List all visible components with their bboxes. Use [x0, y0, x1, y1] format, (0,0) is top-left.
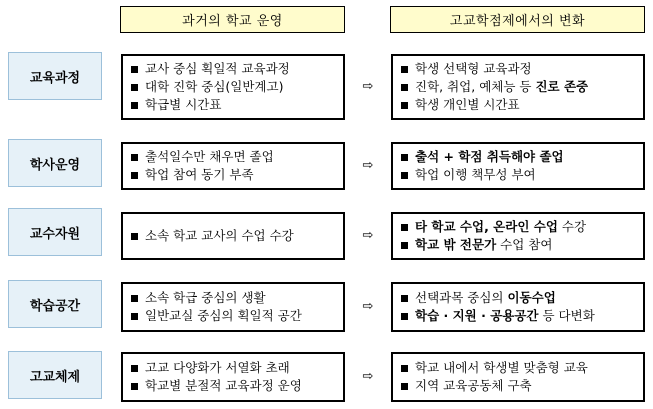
arrow-right-icon: ⇨ [362, 79, 374, 94]
emphasis-text: 학습 · 지원 · 공용공간 [415, 308, 539, 323]
bullet-icon [401, 84, 408, 91]
bullet-icon [401, 383, 408, 390]
category-label: 학습공간 [8, 280, 102, 328]
past-item-text: 학교별 분절적 교육과정 운영 [145, 378, 302, 393]
bullet-icon [131, 66, 138, 73]
bullet-icon [131, 383, 138, 390]
past-item [131, 227, 337, 245]
past-item-text: 학급별 시간표 [145, 97, 222, 112]
bullet-icon [131, 172, 138, 179]
emphasis-text: 학교 밖 전문가 [415, 237, 497, 252]
change-item [401, 307, 637, 325]
change-item-text [415, 96, 520, 114]
header-past: 과거의 학교 운영 [120, 6, 345, 33]
change-item-text [415, 236, 552, 254]
change-item-text [415, 289, 556, 307]
bullet-icon [401, 242, 408, 249]
change-item [401, 148, 637, 166]
past-item [131, 377, 337, 395]
bullet-icon [401, 295, 408, 302]
plain-text: 선택과목 중심의 [415, 290, 508, 305]
past-box [121, 352, 345, 402]
arrow-right-icon: ⇨ [362, 158, 374, 173]
change-box [391, 142, 645, 190]
emphasis-text: 이동수업 [507, 290, 556, 305]
bullet-icon [401, 313, 408, 320]
arrow-right-icon: ⇨ [362, 228, 374, 243]
past-item-text: 고교 다양화가 서열화 초래 [145, 360, 290, 375]
change-item-text [415, 60, 532, 78]
arrow-right-icon: ⇨ [362, 299, 374, 314]
change-box [391, 54, 645, 120]
category-label: 교수자원 [8, 208, 102, 256]
bullet-icon [401, 172, 408, 179]
bullet-icon [401, 66, 408, 73]
past-item [131, 166, 337, 184]
category-label: 학사운영 [8, 139, 102, 187]
past-item-text: 교사 중심 획일적 교육과정 [145, 61, 290, 76]
plain-text: 학교 내에서 학생별 맞춤형 교육 [415, 360, 588, 375]
bullet-icon [401, 102, 408, 109]
plain-text: 등 다변화 [538, 308, 595, 323]
bullet-icon [401, 365, 408, 372]
change-item-text [415, 218, 586, 236]
change-item [401, 377, 637, 395]
plain-text: 수강 [557, 219, 587, 234]
past-item-text: 일반교실 중심의 획일적 공간 [145, 308, 302, 323]
past-box [121, 54, 345, 120]
emphasis-text: 진로 존중 [535, 79, 589, 94]
bullet-icon [401, 224, 408, 231]
past-item-text: 대학 진학 중심(일반계고) [145, 79, 284, 94]
header-change: 고교학점제에서의 변화 [390, 6, 645, 33]
change-item [401, 359, 637, 377]
bullet-icon [131, 365, 138, 372]
change-item [401, 78, 637, 96]
change-item-text [415, 307, 595, 325]
change-box [391, 282, 645, 332]
change-item [401, 218, 637, 236]
past-item [131, 289, 337, 307]
past-box [121, 212, 345, 260]
bullet-icon [131, 295, 138, 302]
change-item-text [415, 78, 588, 96]
category-label: 고교체제 [8, 351, 102, 399]
change-item-text [415, 166, 536, 184]
change-box [391, 352, 645, 402]
change-item-text [415, 377, 532, 395]
change-item [401, 60, 637, 78]
bullet-icon [401, 154, 408, 161]
past-item-text: 소속 학교 교사의 수업 수강 [145, 228, 294, 243]
past-item [131, 307, 337, 325]
bullet-icon [131, 102, 138, 109]
change-item [401, 289, 637, 307]
past-box [121, 282, 345, 332]
plain-text: 지역 교육공동체 구축 [415, 378, 532, 393]
plain-text: 학생 선택형 교육과정 [415, 61, 532, 76]
past-item-text: 학업 참여 동기 부족 [145, 167, 254, 182]
emphasis-text: 타 학교 수업, 온라인 수업 [415, 219, 558, 234]
past-item [131, 148, 337, 166]
past-item-text: 소속 학급 중심의 생활 [145, 290, 266, 305]
past-item [131, 60, 337, 78]
plain-text: 수업 참여 [496, 237, 553, 252]
change-item-text [415, 148, 564, 166]
bullet-icon [131, 84, 138, 91]
change-item-text [415, 359, 588, 377]
plain-text: 학업 이행 책무성 부여 [415, 167, 536, 182]
category-label: 교육과정 [8, 52, 102, 100]
arrow-right-icon: ⇨ [362, 369, 374, 384]
bullet-icon [131, 313, 138, 320]
change-item [401, 166, 637, 184]
bullet-icon [131, 154, 138, 161]
change-item [401, 236, 637, 254]
past-item [131, 359, 337, 377]
emphasis-text: 출석 + 학점 취득해야 졸업 [415, 149, 564, 164]
bullet-icon [131, 233, 138, 240]
past-item [131, 96, 337, 114]
plain-text: 학생 개인별 시간표 [415, 97, 520, 112]
past-item [131, 78, 337, 96]
change-item [401, 96, 637, 114]
change-box [391, 212, 645, 260]
past-box [121, 142, 345, 190]
plain-text: 진학, 취업, 예체능 등 [415, 79, 536, 94]
past-item-text: 출석일수만 채우면 졸업 [145, 149, 274, 164]
